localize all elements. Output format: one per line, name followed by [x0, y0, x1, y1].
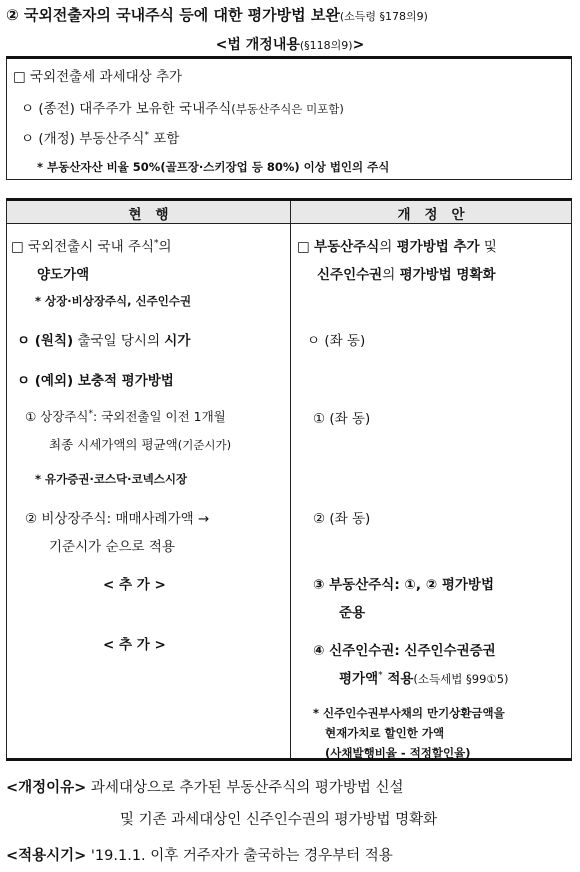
current-note-stocks: * 상장·비상장주식, 신주인수권 [35, 294, 192, 308]
current-note-markets: * 유가증권·코스닥·코넥스시장 [35, 472, 188, 486]
current-listed-line2: 최종 시세가액의 평균액(기준시가) [49, 437, 232, 452]
summary-footnote: * 부동산자산 비율 50%(골프장·스키장업 등 80%) 이상 법인의 주식 [37, 160, 390, 174]
revised-same-listed: ① (좌 동) [313, 411, 371, 427]
revised-real-estate-line1: ③ 부동산주식: ①, ② 평가방법 [313, 577, 494, 593]
current-add-placeholder-2: < 추 가 > [103, 637, 166, 653]
revised-real-estate-line2: 준용 [339, 605, 366, 621]
column-divider [290, 201, 291, 758]
summary-heading: □ 국외전출세 과세대상 추가 [13, 69, 183, 85]
amendment-reason-line2: 및 기존 과세대상인 신주인수권의 평가방법 명확화 [120, 812, 438, 828]
current-exception: ㅇ (예외) 보충적 평가방법 [17, 373, 174, 389]
revised-warrant-note1: * 신주인수권부사채의 만기상환금액을 [313, 706, 505, 720]
summary-item-after: ㅇ (개정) 부동산주식* 포함 [21, 130, 180, 147]
revised-warrant-note2: 현재가치로 할인한 가액 [325, 726, 445, 740]
amendment-reason-label: <개정이유> [6, 780, 87, 796]
current-principle: ㅇ (원칙) 출국일 당시의 시가 [17, 333, 191, 349]
column-revised: 개정안 [397, 207, 479, 223]
current-unlisted-line1: ② 비상장주식: 매매사례가액 → [25, 511, 210, 527]
revised-warrant-note3: (사채발행비율 - 적정할인율) [325, 746, 471, 760]
table-header-row [7, 201, 571, 224]
column-current: 현행 [128, 207, 183, 223]
amendment-subtitle: <법 개정내용(§118의9)> [215, 37, 365, 53]
current-listed-line1: ① 상장주식*: 국외전출일 이전 1개월 [25, 408, 226, 424]
summary-box [6, 56, 572, 180]
revised-warrant-line1: ④ 신주인수권: 신주인수권증권 [313, 643, 496, 659]
revised-same-unlisted: ② (좌 동) [313, 511, 371, 527]
comparison-table [6, 198, 572, 761]
title-reference: (소득령 §178의9) [339, 10, 428, 23]
revised-same-principle: ㅇ (좌 동) [307, 333, 366, 349]
current-unlisted-line2: 기준시가 순으로 적용 [49, 539, 175, 555]
revised-heading-line2: 신주인수권의 평가방법 명확화 [317, 267, 496, 283]
revised-warrant-line2: 평가액* 적용(소득세법 §99①5) [339, 670, 509, 687]
effective-date: <적용시기> '19.1.1. 이후 거주자가 출국하는 경우부터 적용 [6, 848, 393, 864]
effective-date-label: <적용시기> [6, 848, 87, 864]
section-title: ② 국외전출자의 국내주식 등에 대한 평가방법 보완(소득령 §178의9) [6, 6, 428, 24]
current-add-placeholder-1: < 추 가 > [103, 577, 166, 593]
amendment-reason-line1: <개정이유> 과세대상으로 추가된 부동산주식의 평가방법 신설 [6, 780, 404, 796]
revised-heading-line1: □ 부동산주식의 평가방법 추가 및 [297, 239, 497, 255]
current-heading-line2: 양도가액 [37, 267, 90, 283]
summary-item-before: ㅇ (종전) 대주주가 보유한 국내주식(부동산주식은 미포함) [21, 101, 344, 117]
current-heading-line1: □ 국외전출시 국내 주식*의 [11, 238, 172, 255]
